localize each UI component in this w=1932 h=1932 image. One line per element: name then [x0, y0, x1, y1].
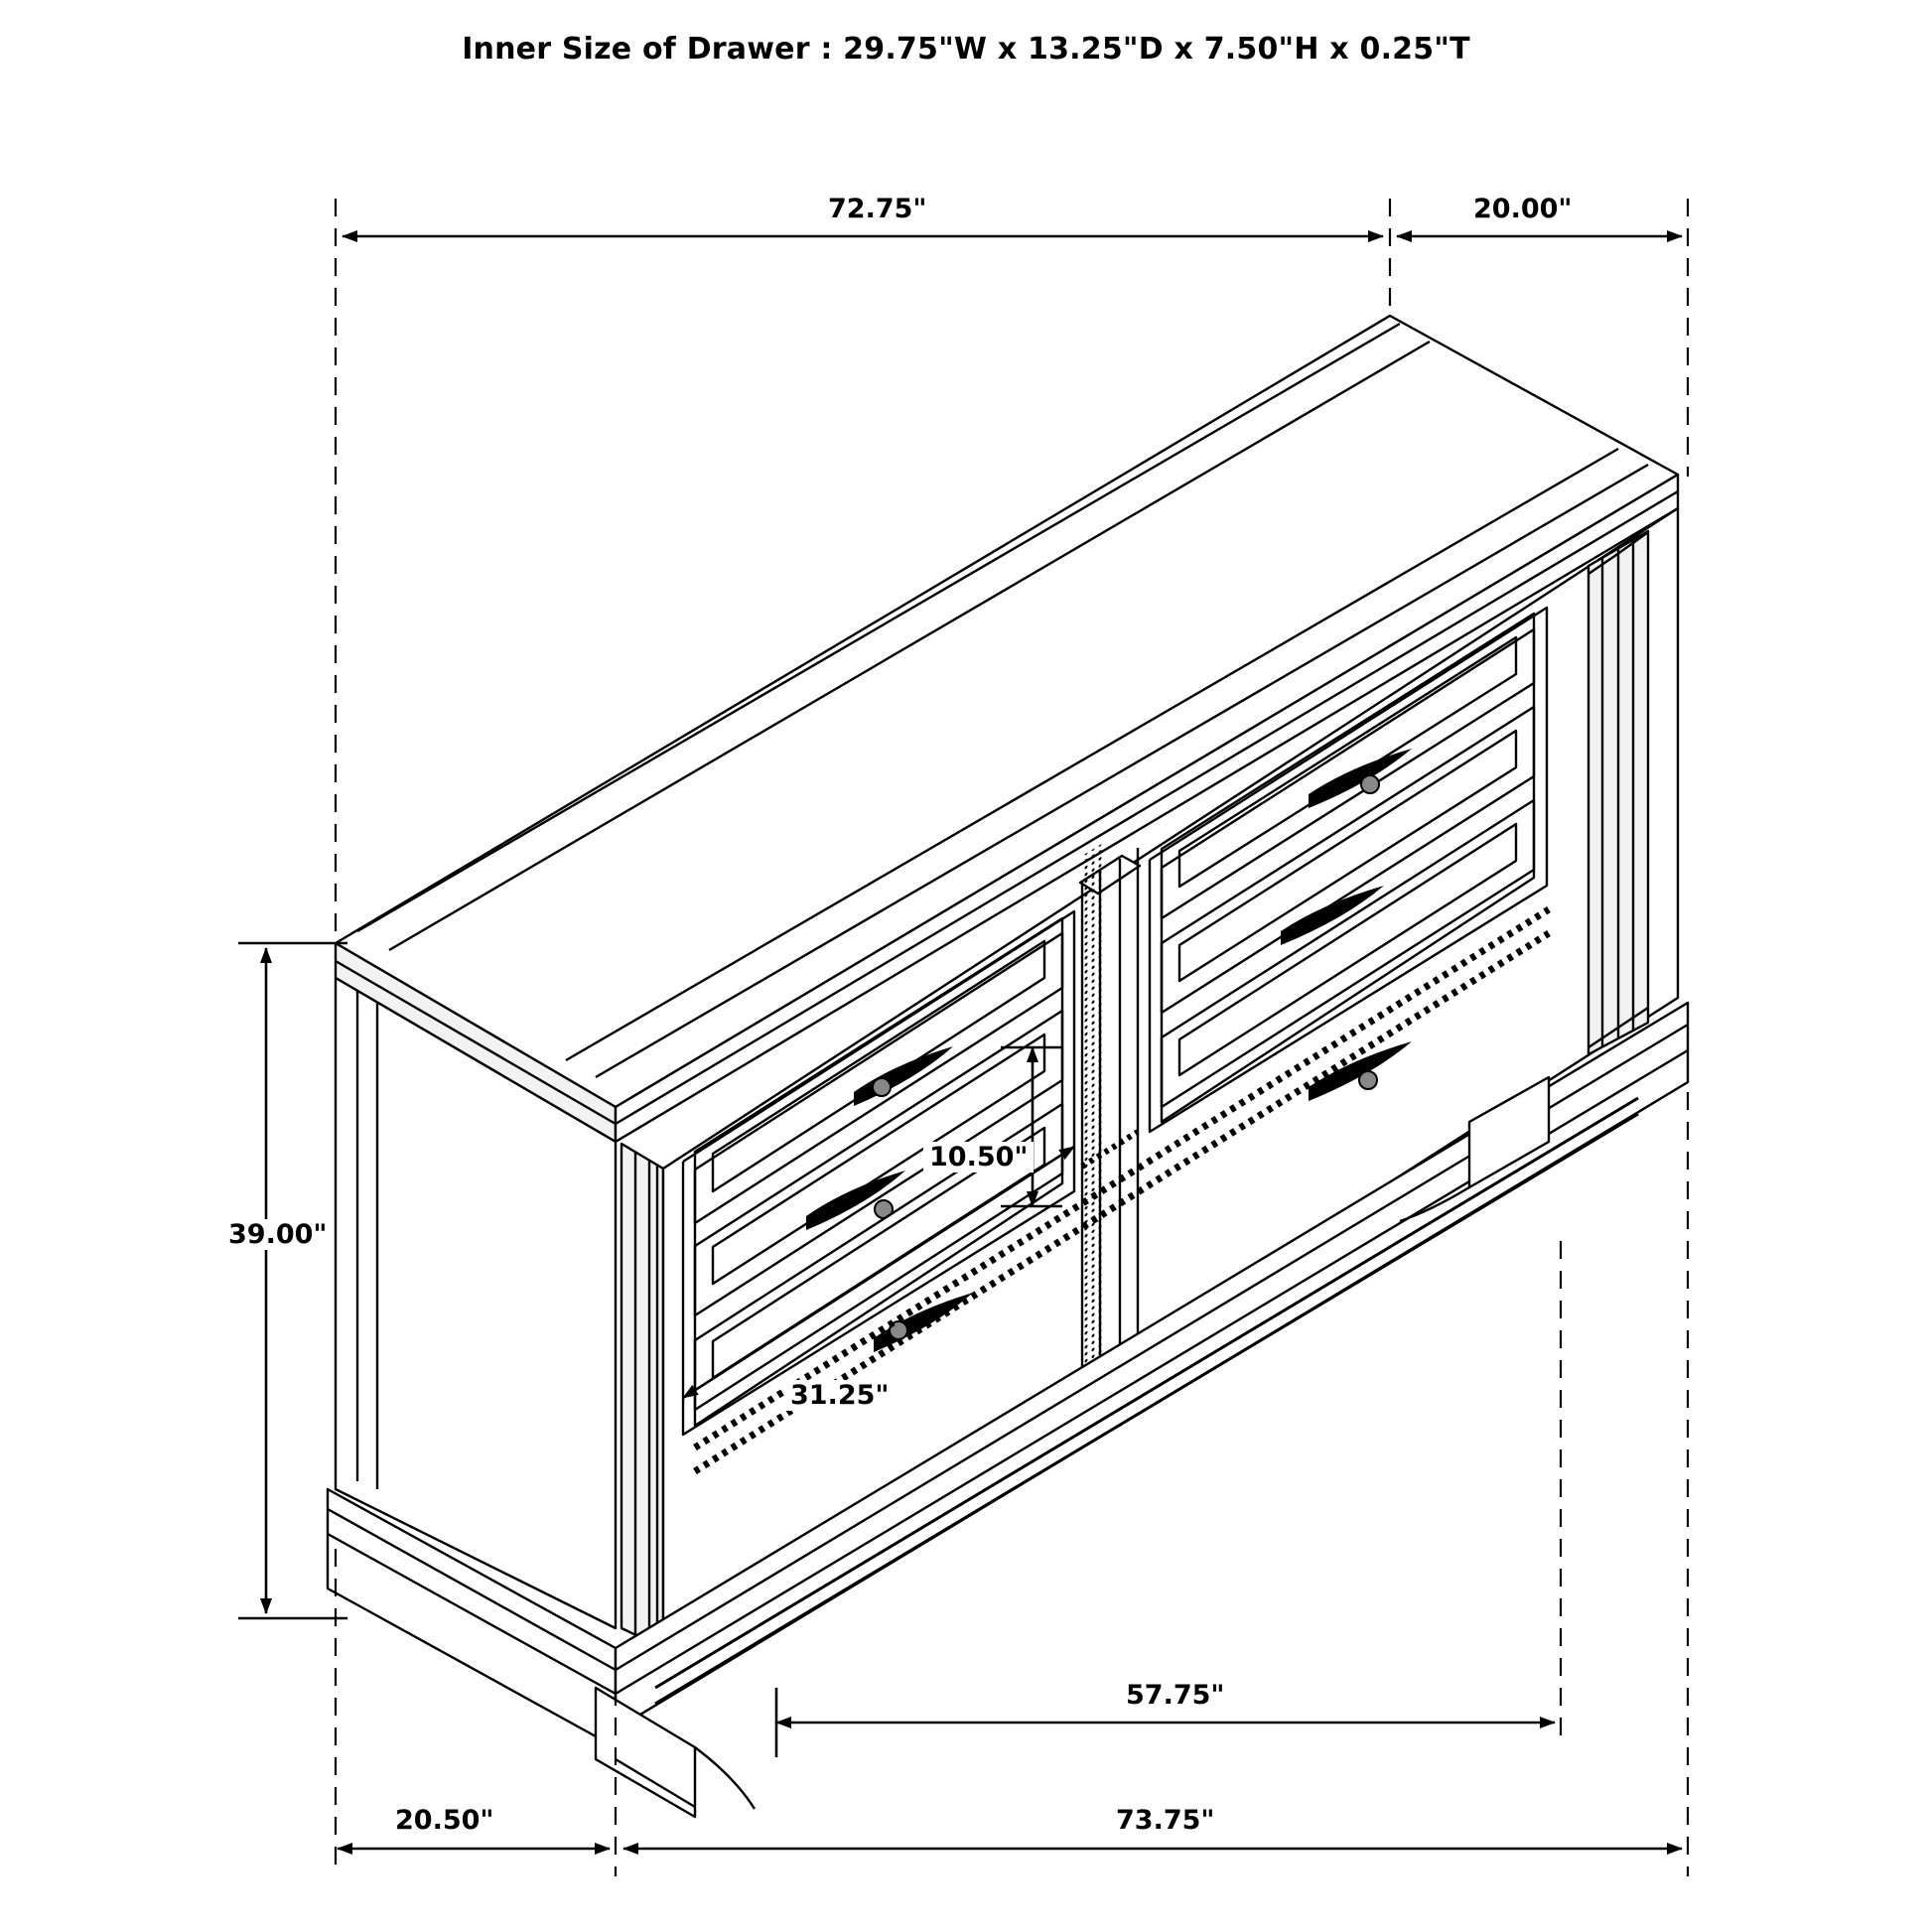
dimension-label-base-depth-run: 57.75"	[1120, 1680, 1230, 1711]
dimension-label-overall-height: 39.00"	[222, 1219, 333, 1250]
dimension-label-top-depth: 20.00"	[1467, 194, 1578, 224]
dimension-label-base-side: 20.50"	[389, 1805, 499, 1836]
dimension-label-drawer-height: 10.50"	[923, 1142, 1034, 1173]
left-pilaster	[621, 1144, 663, 1648]
dimension-label-drawer-width: 31.25"	[784, 1380, 895, 1411]
page-title: Inner Size of Drawer : 29.75"W x 13.25"D x 7.50"H x 0.25"T	[462, 32, 1470, 67]
dimension-label-top-width: 72.75"	[822, 194, 932, 224]
right-pilaster	[1588, 531, 1648, 1054]
dimension-label-base-width: 73.75"	[1110, 1805, 1220, 1836]
